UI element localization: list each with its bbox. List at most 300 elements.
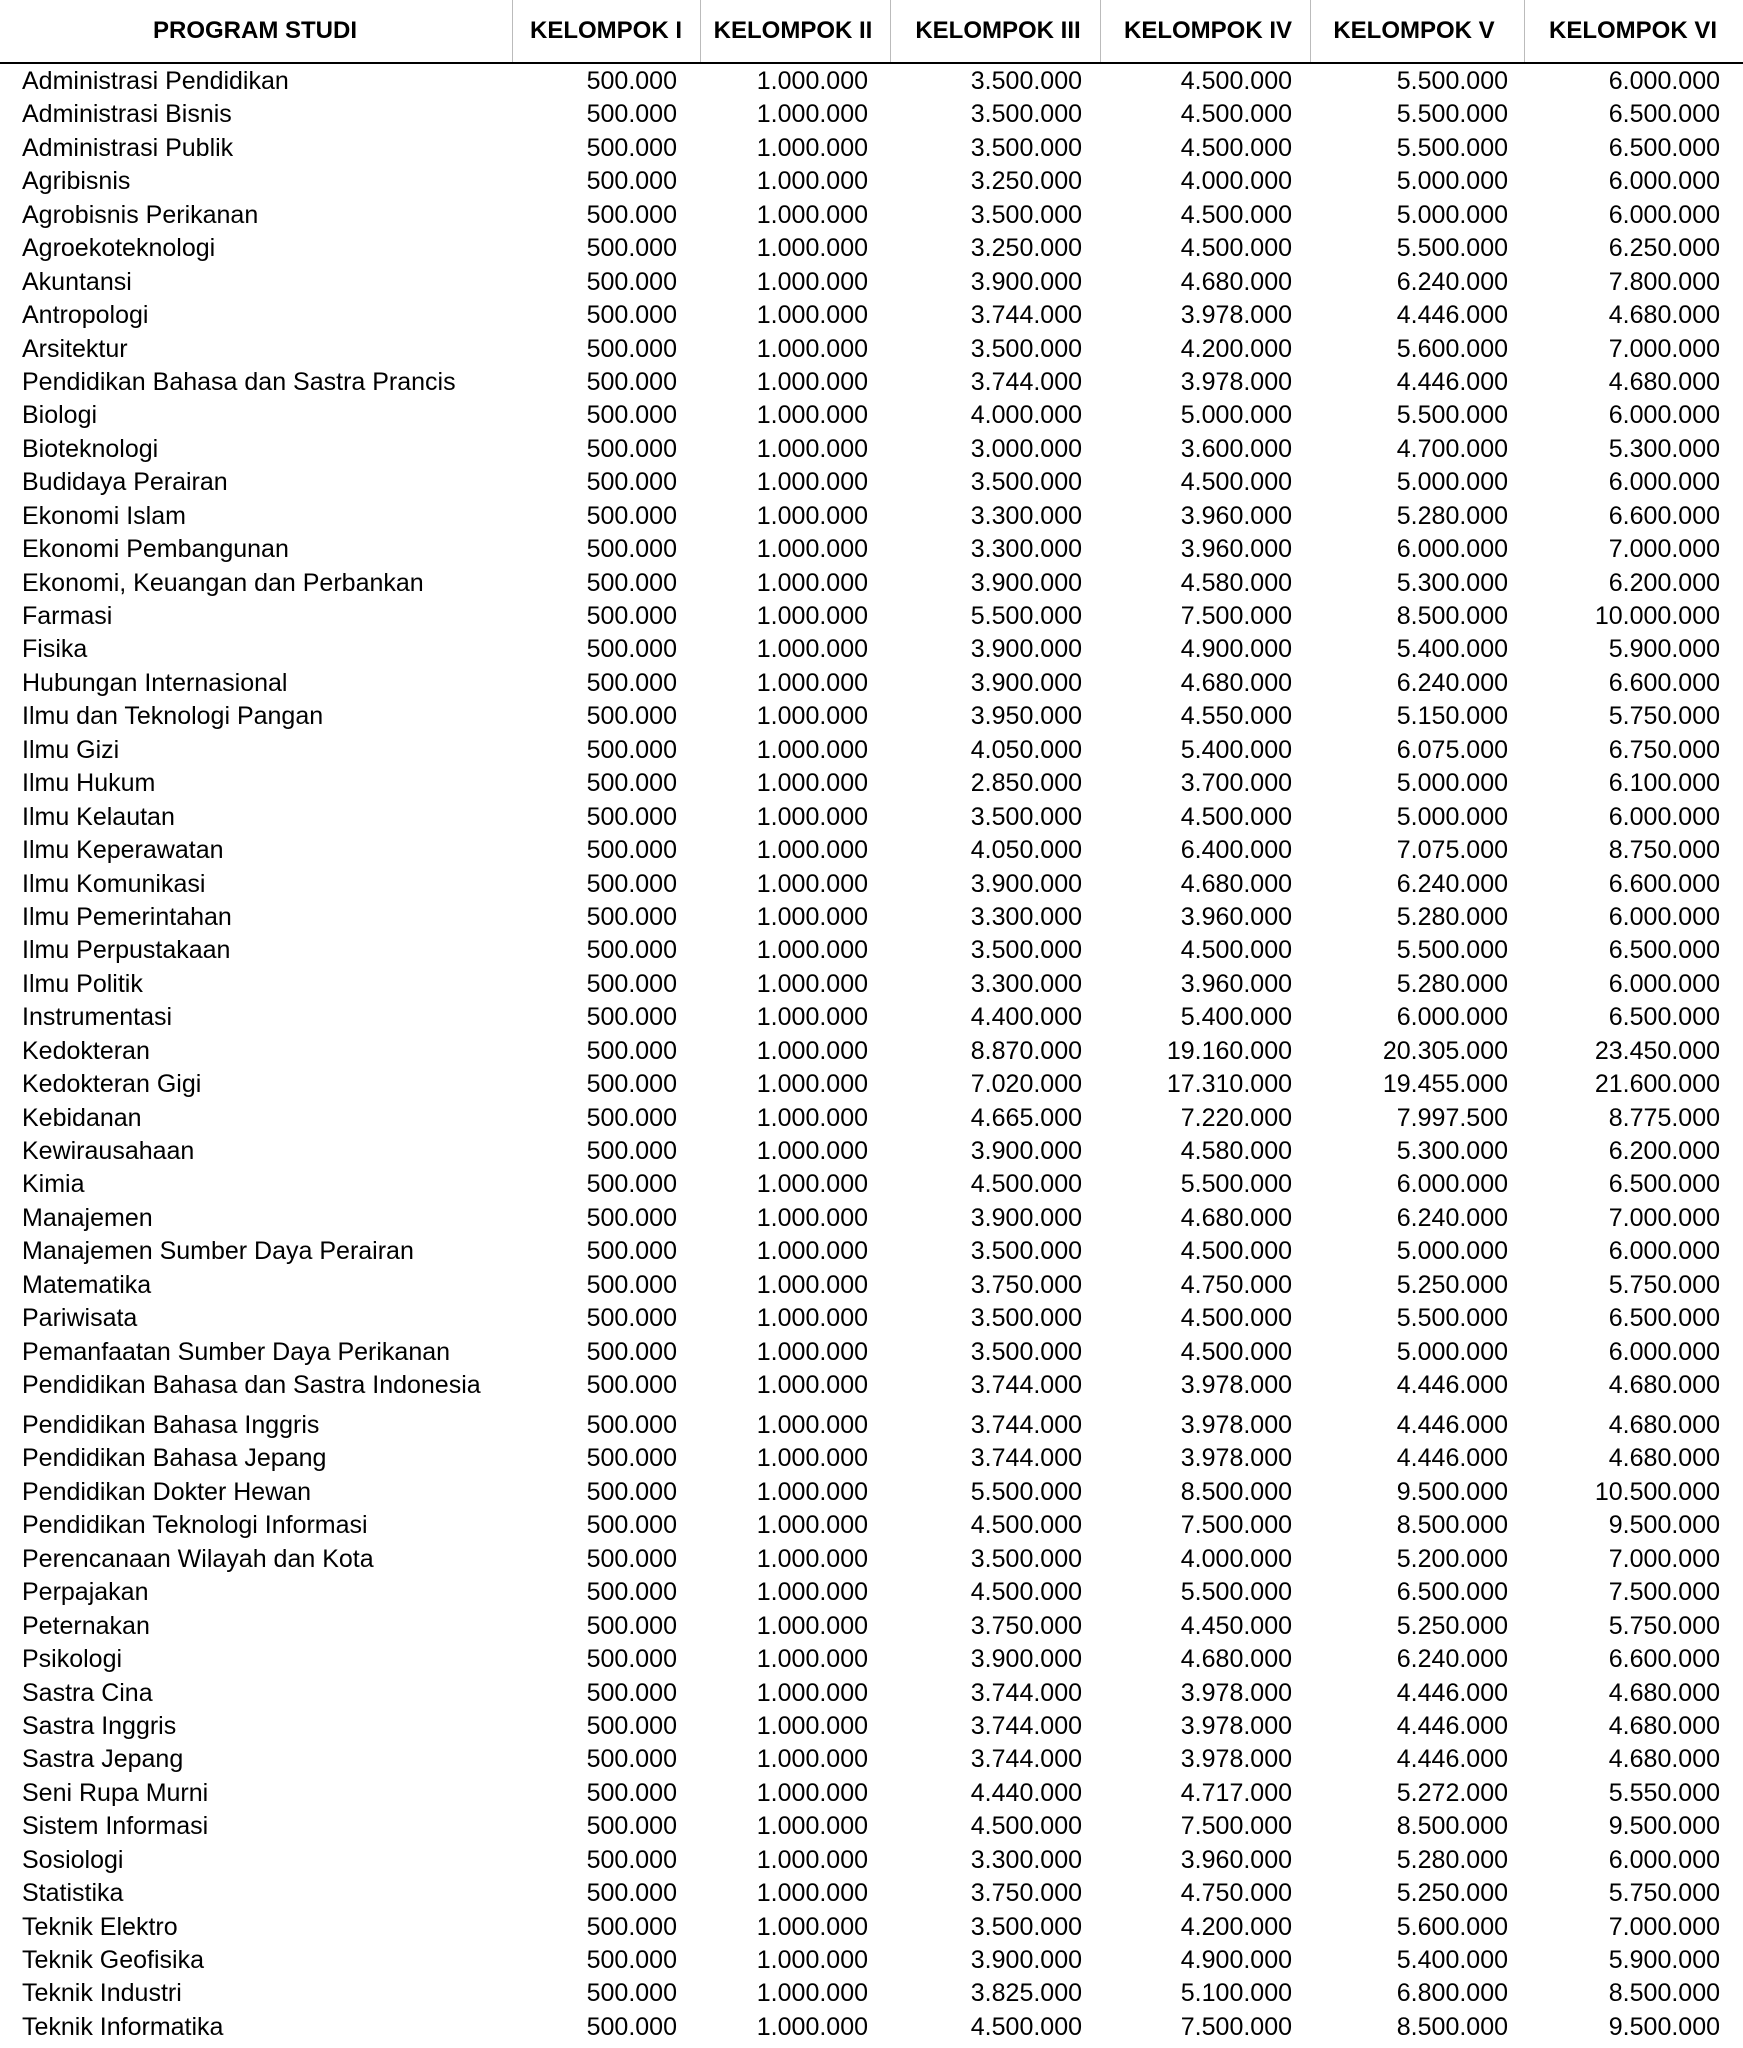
- kelompok-1-cell: 500.000: [586, 2012, 677, 2041]
- kelompok-5-cell: 5.280.000: [1396, 501, 1508, 530]
- kelompok-6-cell: 6.000.000: [1608, 802, 1720, 831]
- kelompok-2-cell: 1.000.000: [756, 1578, 868, 1607]
- kelompok-1-cell: 500.000: [586, 1477, 677, 1506]
- kelompok-4-cell: 4.900.000: [1180, 635, 1292, 664]
- kelompok-5-cell: 4.700.000: [1396, 434, 1508, 463]
- program-studi-cell: Ilmu Komunikasi: [22, 869, 206, 898]
- header-divider: [700, 0, 701, 62]
- program-studi-cell: Hubungan Internasional: [22, 668, 288, 697]
- kelompok-4-cell: 4.680.000: [1180, 1203, 1292, 1232]
- table-header-row: [0, 0, 1743, 64]
- kelompok-3-cell: 3.500.000: [970, 1337, 1082, 1366]
- table-row: [0, 1676, 1743, 1709]
- kelompok-5-cell: 5.300.000: [1396, 1137, 1508, 1165]
- kelompok-2-cell: 1.000.000: [756, 1304, 868, 1333]
- kelompok-3-cell: 3.500.000: [970, 200, 1082, 229]
- kelompok-4-cell: 7.500.000: [1180, 1812, 1292, 1841]
- kelompok-6-cell: 5.750.000: [1608, 1611, 1720, 1640]
- kelompok-2-cell: 1.000.000: [756, 1411, 868, 1439]
- kelompok-3-cell: 3.825.000: [970, 1979, 1082, 2008]
- kelompok-3-cell: 3.744.000: [970, 301, 1082, 330]
- kelompok-3-cell: 3.500.000: [970, 334, 1082, 363]
- kelompok-1-cell: 500.000: [586, 401, 677, 430]
- kelompok-2-cell: 1.000.000: [756, 1979, 868, 2008]
- kelompok-5-cell: 5.000.000: [1396, 1337, 1508, 1366]
- kelompok-1-cell: 500.000: [586, 869, 677, 898]
- kelompok-4-cell: 4.680.000: [1180, 869, 1292, 898]
- kelompok-1-cell: 500.000: [586, 735, 677, 764]
- table-row: [0, 1642, 1743, 1675]
- kelompok-5-cell: 6.240.000: [1396, 267, 1508, 296]
- kelompok-6-cell: 5.750.000: [1608, 1879, 1720, 1908]
- kelompok-1-cell: 500.000: [586, 668, 677, 697]
- kelompok-3-cell: 3.744.000: [970, 367, 1082, 396]
- header-divider: [512, 0, 513, 62]
- kelompok-6-cell: 8.775.000: [1608, 1103, 1720, 1132]
- table-row: [0, 1034, 1743, 1067]
- kelompok-6-cell: 4.680.000: [1608, 1678, 1720, 1707]
- kelompok-1-cell: 500.000: [586, 1845, 677, 1874]
- kelompok-1-cell: 500.000: [586, 167, 677, 196]
- kelompok-6-cell: 6.000.000: [1608, 167, 1720, 196]
- kelompok-3-cell: 3.500.000: [970, 1544, 1082, 1573]
- kelompok-4-cell: 4.200.000: [1180, 334, 1292, 363]
- program-studi-cell: Ilmu Politik: [22, 969, 143, 998]
- table-row: [0, 967, 1743, 1000]
- kelompok-5-cell: 6.075.000: [1396, 735, 1508, 764]
- table-row: [0, 1134, 1743, 1167]
- kelompok-3-cell: 4.500.000: [970, 1578, 1082, 1607]
- kelompok-1-cell: 500.000: [586, 702, 677, 731]
- table-row: [0, 332, 1743, 365]
- header-kelompok-1: KELOMPOK I: [529, 17, 682, 44]
- kelompok-3-cell: 4.050.000: [970, 836, 1082, 865]
- kelompok-4-cell: 4.900.000: [1180, 1946, 1292, 1974]
- header-divider: [1524, 0, 1525, 62]
- kelompok-1-cell: 500.000: [586, 1946, 677, 1974]
- kelompok-1-cell: 500.000: [586, 1137, 677, 1165]
- kelompok-3-cell: 5.500.000: [970, 602, 1082, 630]
- kelompok-4-cell: 4.000.000: [1180, 1544, 1292, 1573]
- program-studi-cell: Antropologi: [22, 301, 149, 330]
- kelompok-4-cell: 4.200.000: [1180, 1912, 1292, 1941]
- table-row: [0, 1843, 1743, 1876]
- table-row: [0, 1609, 1743, 1642]
- kelompok-4-cell: 3.700.000: [1180, 769, 1292, 798]
- kelompok-4-cell: 4.500.000: [1180, 468, 1292, 497]
- program-studi-cell: Ekonomi, Keuangan dan Perbankan: [22, 568, 424, 597]
- table-row: [0, 1268, 1743, 1301]
- kelompok-6-cell: 6.600.000: [1608, 869, 1720, 898]
- kelompok-1-cell: 500.000: [586, 1411, 677, 1439]
- kelompok-3-cell: 4.500.000: [970, 1511, 1082, 1540]
- kelompok-2-cell: 1.000.000: [756, 1711, 868, 1740]
- program-studi-cell: Seni Rupa Murni: [22, 1778, 209, 1807]
- kelompok-2-cell: 1.000.000: [756, 1170, 868, 1199]
- program-studi-cell: Pendidikan Dokter Hewan: [22, 1477, 312, 1506]
- kelompok-6-cell: 4.680.000: [1608, 1371, 1720, 1400]
- kelompok-3-cell: 4.500.000: [970, 1170, 1082, 1199]
- program-studi-cell: Instrumentasi: [22, 1003, 173, 1032]
- kelompok-3-cell: 4.440.000: [970, 1778, 1082, 1807]
- kelompok-3-cell: 7.020.000: [970, 1070, 1082, 1099]
- header-kelompok-5: KELOMPOK V: [1333, 17, 1495, 44]
- table-row: [0, 1876, 1743, 1909]
- kelompok-4-cell: 4.680.000: [1180, 1645, 1292, 1674]
- kelompok-1-cell: 500.000: [586, 568, 677, 597]
- table-row: [0, 666, 1743, 699]
- kelompok-2-cell: 1.000.000: [756, 1812, 868, 1841]
- kelompok-1-cell: 500.000: [586, 1745, 677, 1774]
- kelompok-3-cell: 3.300.000: [970, 969, 1082, 998]
- kelompok-2-cell: 1.000.000: [756, 668, 868, 697]
- kelompok-4-cell: 8.500.000: [1180, 1477, 1292, 1506]
- kelompok-1-cell: 500.000: [586, 100, 677, 129]
- kelompok-3-cell: 8.870.000: [970, 1036, 1082, 1065]
- kelompok-2-cell: 1.000.000: [756, 1544, 868, 1573]
- kelompok-6-cell: 10.000.000: [1594, 602, 1720, 630]
- kelompok-4-cell: 3.600.000: [1180, 434, 1292, 463]
- kelompok-6-cell: 5.550.000: [1608, 1778, 1720, 1807]
- kelompok-6-cell: 6.200.000: [1608, 568, 1720, 597]
- kelompok-2-cell: 1.000.000: [756, 1270, 868, 1299]
- table-row: [0, 632, 1743, 665]
- kelompok-4-cell: 3.978.000: [1180, 1711, 1292, 1740]
- kelompok-3-cell: 3.500.000: [970, 1304, 1082, 1333]
- kelompok-1-cell: 500.000: [586, 1203, 677, 1232]
- kelompok-5-cell: 5.200.000: [1396, 1544, 1508, 1573]
- kelompok-3-cell: 3.950.000: [970, 702, 1082, 731]
- table-row: [0, 499, 1743, 532]
- kelompok-6-cell: 6.600.000: [1608, 501, 1720, 530]
- kelompok-4-cell: 3.978.000: [1180, 1745, 1292, 1774]
- kelompok-4-cell: 4.500.000: [1180, 200, 1292, 229]
- kelompok-5-cell: 4.446.000: [1396, 1745, 1508, 1774]
- program-studi-cell: Psikologi: [22, 1645, 123, 1674]
- kelompok-1-cell: 500.000: [586, 468, 677, 497]
- table-row: [0, 2010, 1743, 2043]
- kelompok-5-cell: 5.000.000: [1396, 200, 1508, 229]
- kelompok-4-cell: 4.500.000: [1180, 100, 1292, 129]
- kelompok-2-cell: 1.000.000: [756, 1444, 868, 1473]
- kelompok-3-cell: 3.500.000: [970, 1237, 1082, 1266]
- table-row: [0, 1408, 1743, 1441]
- kelompok-4-cell: 6.400.000: [1180, 836, 1292, 865]
- kelompok-2-cell: 1.000.000: [756, 802, 868, 831]
- table-row: [0, 900, 1743, 933]
- kelompok-1-cell: 500.000: [586, 1103, 677, 1132]
- kelompok-2-cell: 1.000.000: [756, 301, 868, 330]
- kelompok-2-cell: 1.000.000: [756, 1137, 868, 1165]
- kelompok-5-cell: 5.500.000: [1396, 67, 1508, 95]
- kelompok-6-cell: 23.450.000: [1594, 1036, 1720, 1065]
- program-studi-cell: Matematika: [22, 1270, 152, 1299]
- kelompok-1-cell: 500.000: [586, 67, 677, 95]
- kelompok-3-cell: 3.750.000: [970, 1270, 1082, 1299]
- kelompok-6-cell: 6.500.000: [1608, 133, 1720, 162]
- table-row: [0, 1776, 1743, 1809]
- kelompok-5-cell: 4.446.000: [1396, 1711, 1508, 1740]
- kelompok-1-cell: 500.000: [586, 635, 677, 664]
- kelompok-5-cell: 8.500.000: [1396, 602, 1508, 630]
- kelompok-4-cell: 7.220.000: [1180, 1103, 1292, 1132]
- kelompok-1-cell: 500.000: [586, 1237, 677, 1266]
- program-studi-cell: Teknik Industri: [22, 1979, 182, 2008]
- table-row: [0, 599, 1743, 632]
- table-row: [0, 1809, 1743, 1842]
- kelompok-4-cell: 4.680.000: [1180, 668, 1292, 697]
- kelompok-2-cell: 1.000.000: [756, 1912, 868, 1941]
- kelompok-6-cell: 6.500.000: [1608, 1003, 1720, 1032]
- kelompok-4-cell: 3.978.000: [1180, 1371, 1292, 1400]
- kelompok-4-cell: 4.680.000: [1180, 267, 1292, 296]
- table-row: [0, 97, 1743, 130]
- program-studi-cell: Agroekoteknologi: [22, 234, 216, 263]
- kelompok-6-cell: 7.000.000: [1608, 334, 1720, 363]
- kelompok-2-cell: 1.000.000: [756, 234, 868, 263]
- table-row: [0, 800, 1743, 833]
- header-program-studi: PROGRAM STUDI: [153, 17, 357, 44]
- kelompok-3-cell: 4.400.000: [970, 1003, 1082, 1032]
- kelompok-4-cell: 17.310.000: [1166, 1070, 1292, 1099]
- kelompok-2-cell: 1.000.000: [756, 869, 868, 898]
- kelompok-6-cell: 6.600.000: [1608, 668, 1720, 697]
- kelompok-5-cell: 5.250.000: [1396, 1611, 1508, 1640]
- kelompok-5-cell: 5.280.000: [1396, 1845, 1508, 1874]
- program-studi-cell: Kewirausahaan: [22, 1137, 195, 1165]
- kelompok-3-cell: 3.900.000: [970, 1645, 1082, 1674]
- program-studi-cell: Teknik Elektro: [22, 1912, 178, 1941]
- kelompok-2-cell: 1.000.000: [756, 836, 868, 865]
- kelompok-4-cell: 4.750.000: [1180, 1270, 1292, 1299]
- kelompok-5-cell: 5.500.000: [1396, 1304, 1508, 1333]
- kelompok-3-cell: 4.500.000: [970, 2012, 1082, 2041]
- kelompok-5-cell: 8.500.000: [1396, 1511, 1508, 1540]
- kelompok-6-cell: 5.900.000: [1608, 1946, 1720, 1974]
- kelompok-6-cell: 6.750.000: [1608, 735, 1720, 764]
- table-row: [0, 1368, 1743, 1401]
- kelompok-2-cell: 1.000.000: [756, 1611, 868, 1640]
- kelompok-1-cell: 500.000: [586, 1270, 677, 1299]
- table-row: [0, 1201, 1743, 1234]
- kelompok-1-cell: 500.000: [586, 1678, 677, 1707]
- kelompok-5-cell: 6.500.000: [1396, 1578, 1508, 1607]
- kelompok-6-cell: 6.000.000: [1608, 67, 1720, 95]
- kelompok-3-cell: 2.850.000: [970, 769, 1082, 798]
- program-studi-cell: Peternakan: [22, 1611, 150, 1640]
- kelompok-5-cell: 6.240.000: [1396, 869, 1508, 898]
- kelompok-6-cell: 6.500.000: [1608, 100, 1720, 129]
- program-studi-cell: Sastra Cina: [22, 1678, 153, 1707]
- table-row: [0, 1508, 1743, 1541]
- kelompok-2-cell: 1.000.000: [756, 1371, 868, 1400]
- kelompok-4-cell: 4.000.000: [1180, 167, 1292, 196]
- table-row: [0, 365, 1743, 398]
- kelompok-5-cell: 5.600.000: [1396, 1912, 1508, 1941]
- kelompok-6-cell: 6.500.000: [1608, 1304, 1720, 1333]
- kelompok-1-cell: 500.000: [586, 1711, 677, 1740]
- program-studi-cell: Kedokteran Gigi: [22, 1070, 202, 1099]
- program-studi-cell: Perpajakan: [22, 1578, 149, 1607]
- kelompok-6-cell: 6.000.000: [1608, 902, 1720, 931]
- kelompok-1-cell: 500.000: [586, 267, 677, 296]
- kelompok-5-cell: 7.075.000: [1396, 836, 1508, 865]
- program-studi-cell: Pendidikan Bahasa Inggris: [22, 1411, 320, 1439]
- program-studi-cell: Kimia: [22, 1170, 85, 1199]
- table-row: [0, 1709, 1743, 1742]
- kelompok-2-cell: 1.000.000: [756, 735, 868, 764]
- program-studi-cell: Biologi: [22, 401, 98, 430]
- kelompok-6-cell: 8.500.000: [1608, 1979, 1720, 2008]
- kelompok-1-cell: 500.000: [586, 1611, 677, 1640]
- kelompok-6-cell: 7.000.000: [1608, 1203, 1720, 1232]
- kelompok-4-cell: 4.500.000: [1180, 802, 1292, 831]
- kelompok-5-cell: 5.400.000: [1396, 1946, 1508, 1974]
- table-row: [0, 766, 1743, 799]
- table-row: [0, 1542, 1743, 1575]
- kelompok-4-cell: 5.400.000: [1180, 735, 1292, 764]
- kelompok-2-cell: 1.000.000: [756, 1237, 868, 1266]
- table-row: [0, 64, 1743, 97]
- kelompok-1-cell: 500.000: [586, 1979, 677, 2008]
- kelompok-1-cell: 500.000: [586, 301, 677, 330]
- program-studi-cell: Statistika: [22, 1879, 124, 1908]
- kelompok-6-cell: 7.800.000: [1608, 267, 1720, 296]
- header-kelompok-4: KELOMPOK IV: [1123, 17, 1292, 44]
- kelompok-2-cell: 1.000.000: [756, 334, 868, 363]
- program-studi-cell: Pendidikan Bahasa dan Sastra Indonesia: [22, 1371, 481, 1400]
- kelompok-2-cell: 1.000.000: [756, 1337, 868, 1366]
- kelompok-4-cell: 4.717.000: [1180, 1778, 1292, 1807]
- kelompok-6-cell: 6.000.000: [1608, 1845, 1720, 1874]
- kelompok-1-cell: 500.000: [586, 1170, 677, 1199]
- kelompok-5-cell: 4.446.000: [1396, 1371, 1508, 1400]
- kelompok-1-cell: 500.000: [586, 334, 677, 363]
- kelompok-2-cell: 1.000.000: [756, 468, 868, 497]
- kelompok-1-cell: 500.000: [586, 802, 677, 831]
- header-kelompok-3: KELOMPOK III: [915, 17, 1081, 44]
- table-row: [0, 164, 1743, 197]
- kelompok-6-cell: 7.000.000: [1608, 1544, 1720, 1573]
- kelompok-3-cell: 3.744.000: [970, 1711, 1082, 1740]
- kelompok-6-cell: 6.200.000: [1608, 1137, 1720, 1165]
- kelompok-3-cell: 3.500.000: [970, 468, 1082, 497]
- kelompok-3-cell: 4.665.000: [970, 1103, 1082, 1132]
- kelompok-2-cell: 1.000.000: [756, 1103, 868, 1132]
- header-divider: [1310, 0, 1311, 62]
- program-studi-cell: Sosiologi: [22, 1845, 124, 1874]
- kelompok-4-cell: 5.000.000: [1180, 401, 1292, 430]
- table-row: [0, 1167, 1743, 1200]
- table-row: [0, 1301, 1743, 1334]
- kelompok-4-cell: 7.500.000: [1180, 1511, 1292, 1540]
- kelompok-6-cell: 5.900.000: [1608, 635, 1720, 664]
- kelompok-3-cell: 3.900.000: [970, 1137, 1082, 1165]
- kelompok-5-cell: 4.446.000: [1396, 1678, 1508, 1707]
- kelompok-6-cell: 6.000.000: [1608, 1237, 1720, 1266]
- program-studi-cell: Sistem Informasi: [22, 1812, 209, 1841]
- kelompok-6-cell: 6.000.000: [1608, 1337, 1720, 1366]
- kelompok-4-cell: 3.978.000: [1180, 1444, 1292, 1473]
- kelompok-5-cell: 5.250.000: [1396, 1879, 1508, 1908]
- kelompok-2-cell: 1.000.000: [756, 602, 868, 630]
- kelompok-2-cell: 1.000.000: [756, 1946, 868, 1974]
- table-row: [0, 198, 1743, 231]
- kelompok-1-cell: 500.000: [586, 200, 677, 229]
- kelompok-3-cell: 3.900.000: [970, 869, 1082, 898]
- table-row: [0, 699, 1743, 732]
- program-studi-cell: Administrasi Pendidikan: [22, 67, 289, 95]
- table-row: [0, 566, 1743, 599]
- kelompok-6-cell: 4.680.000: [1608, 1444, 1720, 1473]
- header-divider: [1100, 0, 1101, 62]
- kelompok-3-cell: 3.900.000: [970, 267, 1082, 296]
- kelompok-4-cell: 4.580.000: [1180, 568, 1292, 597]
- table-row: [0, 1067, 1743, 1100]
- kelompok-3-cell: 3.744.000: [970, 1745, 1082, 1774]
- kelompok-5-cell: 4.446.000: [1396, 1411, 1508, 1439]
- kelompok-4-cell: 5.100.000: [1180, 1979, 1292, 2008]
- program-studi-cell: Kebidanan: [22, 1103, 142, 1132]
- kelompok-5-cell: 4.446.000: [1396, 301, 1508, 330]
- kelompok-4-cell: 4.450.000: [1180, 1611, 1292, 1640]
- kelompok-6-cell: 6.000.000: [1608, 969, 1720, 998]
- kelompok-2-cell: 1.000.000: [756, 635, 868, 664]
- kelompok-2-cell: 1.000.000: [756, 769, 868, 798]
- kelompok-6-cell: 7.000.000: [1608, 1912, 1720, 1941]
- program-studi-cell: Ilmu Keperawatan: [22, 836, 224, 865]
- kelompok-1-cell: 500.000: [586, 501, 677, 530]
- kelompok-4-cell: 5.500.000: [1180, 1170, 1292, 1199]
- kelompok-1-cell: 500.000: [586, 902, 677, 931]
- kelompok-5-cell: 5.500.000: [1396, 100, 1508, 129]
- kelompok-2-cell: 1.000.000: [756, 535, 868, 564]
- program-studi-cell: Ekonomi Pembangunan: [22, 535, 289, 564]
- kelompok-6-cell: 5.750.000: [1608, 1270, 1720, 1299]
- table-row: [0, 1441, 1743, 1474]
- kelompok-6-cell: 8.750.000: [1608, 836, 1720, 865]
- kelompok-3-cell: 3.750.000: [970, 1611, 1082, 1640]
- program-studi-cell: Ekonomi Islam: [22, 501, 186, 530]
- kelompok-4-cell: 3.960.000: [1180, 1845, 1292, 1874]
- kelompok-3-cell: 5.500.000: [970, 1477, 1082, 1506]
- table-row: [0, 1234, 1743, 1267]
- kelompok-1-cell: 500.000: [586, 1036, 677, 1065]
- program-studi-cell: Administrasi Bisnis: [22, 100, 232, 129]
- kelompok-6-cell: 9.500.000: [1608, 1511, 1720, 1540]
- kelompok-3-cell: 3.900.000: [970, 568, 1082, 597]
- kelompok-4-cell: 4.550.000: [1180, 702, 1292, 731]
- program-studi-cell: Fisika: [22, 635, 88, 664]
- kelompok-6-cell: 4.680.000: [1608, 1411, 1720, 1439]
- kelompok-2-cell: 1.000.000: [756, 200, 868, 229]
- kelompok-4-cell: 3.978.000: [1180, 1411, 1292, 1439]
- program-studi-cell: Farmasi: [22, 602, 113, 630]
- kelompok-1-cell: 500.000: [586, 234, 677, 263]
- program-studi-cell: Teknik Informatika: [22, 2012, 224, 2041]
- table-row: [0, 532, 1743, 565]
- kelompok-2-cell: 1.000.000: [756, 568, 868, 597]
- kelompok-2-cell: 1.000.000: [756, 1036, 868, 1065]
- kelompok-5-cell: 8.500.000: [1396, 2012, 1508, 2041]
- kelompok-6-cell: 5.300.000: [1608, 434, 1720, 463]
- program-studi-cell: Akuntansi: [22, 267, 132, 296]
- program-studi-cell: Bioteknologi: [22, 434, 159, 463]
- program-studi-cell: Ilmu dan Teknologi Pangan: [22, 702, 324, 731]
- kelompok-1-cell: 500.000: [586, 769, 677, 798]
- kelompok-4-cell: 4.500.000: [1180, 133, 1292, 162]
- kelompok-4-cell: 4.500.000: [1180, 936, 1292, 965]
